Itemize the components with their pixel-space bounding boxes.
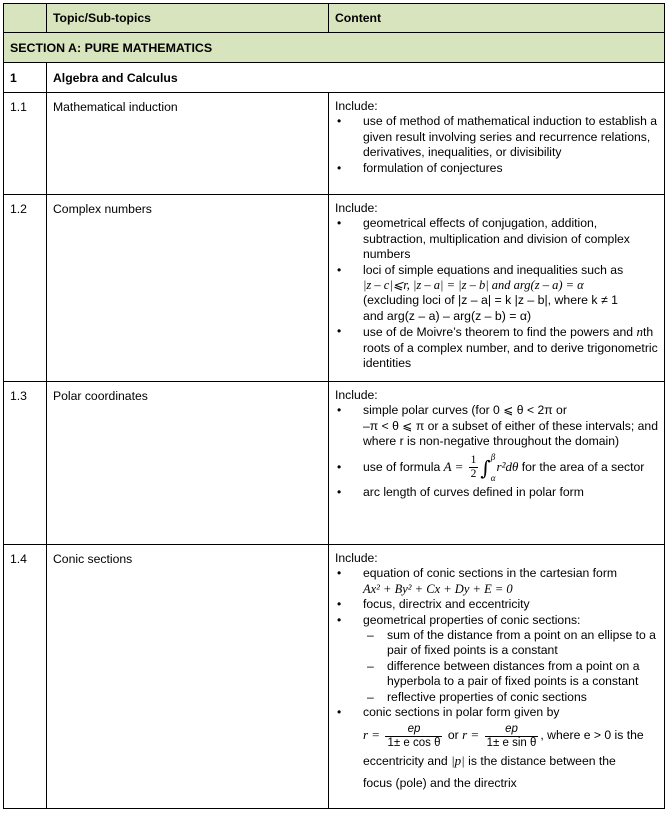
sub-list-item: – reflective properties of conic sections xyxy=(363,690,658,705)
table-row xyxy=(4,195,665,382)
polar-line2b: is the distance between the xyxy=(468,754,616,769)
polar-range-1: simple polar curves (for 0 ⩽ θ < 2π or xyxy=(363,403,567,418)
include-label: Include: xyxy=(335,201,378,215)
polar-r2: r = xyxy=(462,727,480,743)
row-num: 1.3 xyxy=(4,382,47,545)
sub-list-item: – difference between distances from a point on a hyperbola to a pair of fixed points is a constant xyxy=(363,659,658,690)
subject-title: Algebra and Calculus xyxy=(47,63,665,93)
row-content xyxy=(329,93,665,195)
cartesian-equation: Ax² + By² + Cx + Dy + E = 0 xyxy=(363,581,513,596)
formula-lhs: A = xyxy=(443,458,464,474)
integral-sign: ∫ xyxy=(480,455,491,480)
sub-list xyxy=(363,628,658,705)
polar-num-2: ep xyxy=(485,723,539,737)
polar-line2a: eccentricity and xyxy=(363,754,448,769)
polar-form-label: conic sections in polar form given by xyxy=(363,705,560,720)
nth-suffix: th xyxy=(642,325,654,340)
polar-or: or xyxy=(447,728,459,743)
lower-limit: α xyxy=(490,472,496,483)
half-num: 1 xyxy=(470,454,477,467)
loci-text: loci of simple equations and inequalities such as xyxy=(363,262,624,277)
list-item xyxy=(335,403,658,449)
table-header-row xyxy=(4,4,665,33)
polar-r1: r = xyxy=(363,727,381,743)
polar-line-3: focus (pole) and the directrix xyxy=(363,776,517,791)
syllabus-table-wrapper xyxy=(3,3,664,809)
nth-n: n xyxy=(636,324,643,340)
list-item: • use of method of mathematical induction to establish a given result involving series and recurrence relations, derivatives, inequalities, or divisibility xyxy=(335,114,658,160)
geometric-label: geometrical properties of conic sections: xyxy=(363,612,581,627)
include-label: Include: xyxy=(335,551,378,565)
list-item xyxy=(335,613,658,705)
polar-num-1: ep xyxy=(385,723,442,737)
loci-math-1: |z – c|⩽r, |z – a| = |z – b| and arg(z – a) = α xyxy=(363,278,584,293)
content-list xyxy=(335,403,658,500)
row-num: 1.4 xyxy=(4,545,47,809)
polar-frac-1 xyxy=(385,723,442,750)
list-item xyxy=(335,263,658,325)
content-list xyxy=(335,216,658,371)
list-item: • focus, directrix and eccentricity xyxy=(335,597,658,612)
include-label: Include: xyxy=(335,99,378,113)
content-list xyxy=(335,114,658,176)
list-item xyxy=(335,566,658,597)
row-topic: Mathematical induction xyxy=(47,93,329,195)
row-content xyxy=(329,195,665,382)
row-num: 1.2 xyxy=(4,195,47,382)
row-content xyxy=(329,382,665,545)
polar-abs-p: |p| xyxy=(451,753,465,769)
header-num-cell xyxy=(4,4,47,33)
list-item: • arc length of curves defined in polar form xyxy=(335,485,658,500)
polar-tail: , where e > 0 is the xyxy=(540,728,644,743)
row-topic: Complex numbers xyxy=(47,195,329,382)
list-item: • formulation of conjectures xyxy=(335,161,658,176)
loci-math-2: (excluding loci of |z – a| = k |z – b|, where k ≠ 1 xyxy=(363,293,618,308)
table-row xyxy=(4,382,665,545)
formula-label: use of formula xyxy=(363,459,441,474)
area-formula xyxy=(444,450,519,485)
content-list xyxy=(335,566,658,794)
polar-form-line xyxy=(335,720,658,750)
formula-tail: for the area of a sector xyxy=(521,459,645,474)
subject-row xyxy=(4,63,665,93)
subject-num: 1 xyxy=(4,63,47,93)
row-content xyxy=(329,545,665,809)
list-item xyxy=(335,705,658,794)
polar-den-2: 1± e sin θ xyxy=(486,736,537,749)
demoivre-text-2: roots of a complex number, and to derive trigonometric identities xyxy=(363,340,658,371)
sub-list-item: – sum of the distance from a point on an ellipse to a pair of fixed points is a constant xyxy=(363,628,658,659)
polar-den-1: 1± e cos θ xyxy=(387,736,441,749)
list-item: • geometrical effects of conjugation, addition, subtraction, multiplication and division of complex numbers xyxy=(335,216,658,262)
demoivre-text: use of de Moivre’s theorem to find the powers and xyxy=(363,325,634,340)
polar-line-2 xyxy=(335,750,658,772)
half-den: 2 xyxy=(470,468,477,481)
section-row xyxy=(4,33,665,63)
polar-frac-2 xyxy=(485,723,539,750)
table-row xyxy=(4,545,665,809)
header-topic: Topic/Sub-topics xyxy=(47,4,329,33)
row-topic: Polar coordinates xyxy=(47,382,329,545)
loci-math-3: and arg(z – a) – arg(z – b) = α) xyxy=(363,308,532,323)
polar-range-2: –π < θ ⩽ π or a subset of either of these intervals; and where r is non-negative throughout the domain) xyxy=(363,418,658,449)
cartesian-label: equation of conic sections in the cartesian form xyxy=(363,566,618,581)
syllabus-table xyxy=(3,3,665,809)
formula-body: r²dθ xyxy=(496,458,519,474)
table-row xyxy=(4,93,665,195)
list-item xyxy=(335,324,658,371)
section-title: SECTION A: PURE MATHEMATICS xyxy=(4,33,665,63)
list-item xyxy=(335,450,658,485)
formula-half xyxy=(469,454,479,481)
integral-limits xyxy=(491,452,496,484)
upper-limit: β xyxy=(490,451,496,462)
header-content: Content xyxy=(329,4,665,33)
row-num: 1.1 xyxy=(4,93,47,195)
row-topic: Conic sections xyxy=(47,545,329,809)
include-label: Include: xyxy=(335,388,378,402)
